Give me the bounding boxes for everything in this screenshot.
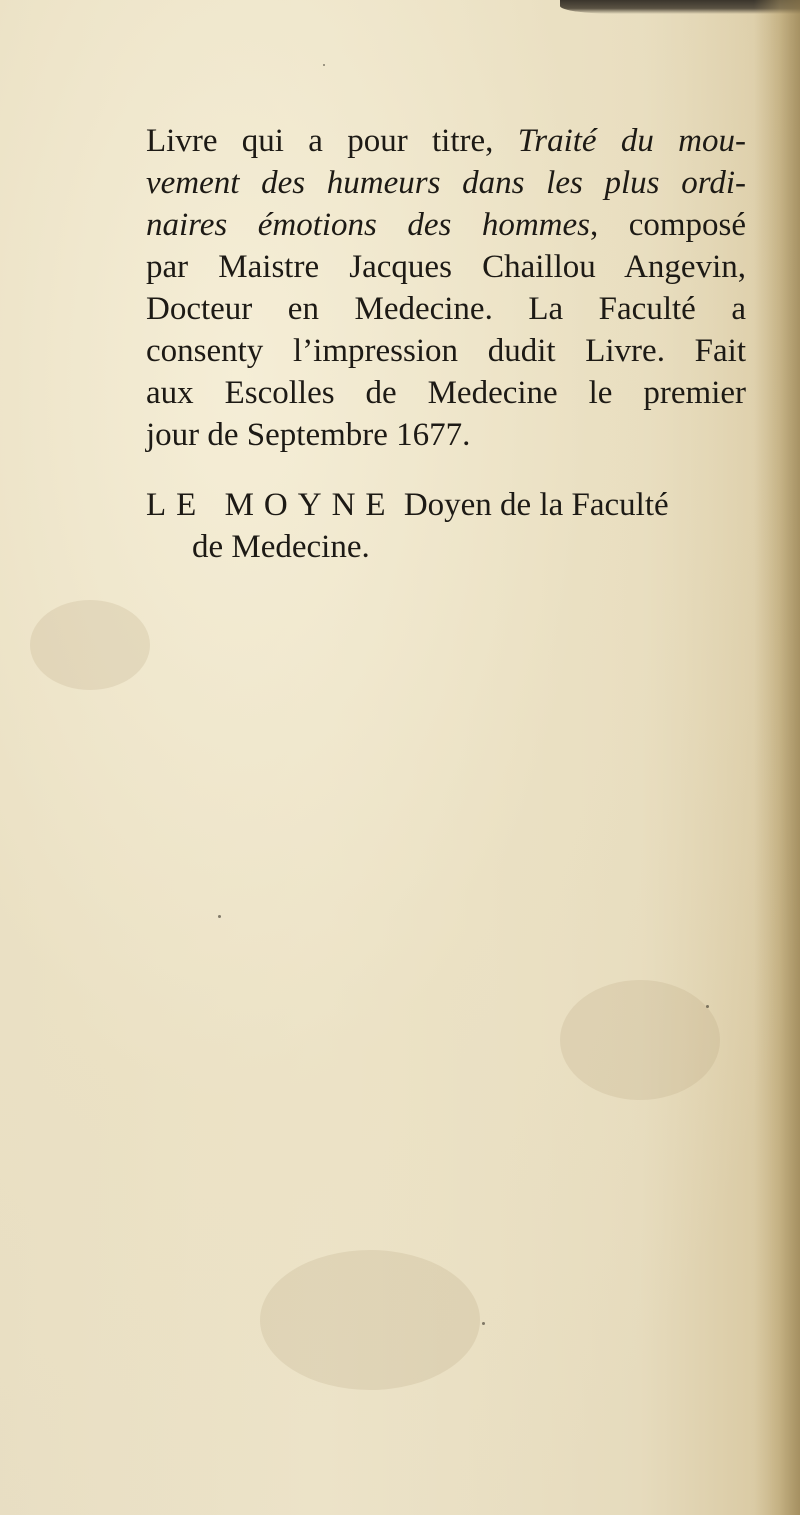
paper-stain [260, 1250, 480, 1390]
text-line-3 [146, 204, 746, 246]
text-line-8: jour de Septembre 1677. [146, 417, 471, 453]
ink-speck [323, 64, 325, 66]
paper-stain [30, 600, 150, 690]
text-line-5: Docteur en Medecine. La Faculté a [146, 291, 746, 327]
ink-speck [218, 915, 221, 918]
paper-stain [560, 980, 720, 1100]
text-segment: Livre qui a pour titre, [146, 123, 518, 159]
ink-speck [482, 1322, 485, 1325]
book-title-italic: naires émotions des hommes [146, 207, 590, 243]
ink-speck [706, 1005, 709, 1008]
approval-paragraph [146, 120, 746, 456]
text-line-1 [146, 120, 746, 162]
text-line-4: par Maistre Jacques Chaillou Angevin, [146, 249, 746, 285]
dean-signature-block [146, 484, 746, 568]
text-line-7: aux Escolles de Medecine le premier [146, 375, 746, 411]
text-line-2: vement des humeurs dans les plus ordi- [146, 165, 746, 201]
signature-line-1 [146, 484, 746, 526]
dean-title: Doyen de la Faculté [403, 487, 669, 523]
book-title-italic: Traité du mou- [517, 123, 746, 159]
text-segment: , composé [589, 207, 747, 243]
text-line-6: consenty l’impression dudit Livre. Fait [146, 333, 746, 369]
signature-line-2: de Medecine. [192, 529, 370, 565]
dean-name: LE MOYNE [146, 487, 396, 523]
page-gutter-shadow [754, 0, 800, 1515]
